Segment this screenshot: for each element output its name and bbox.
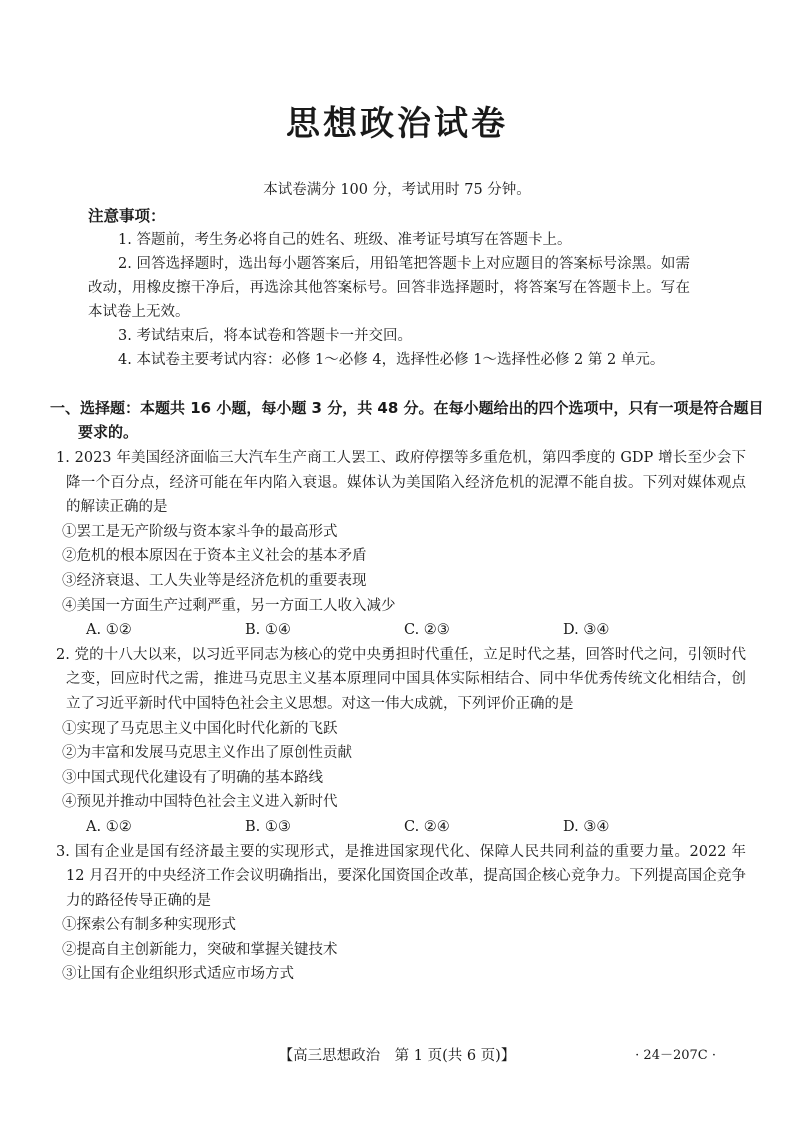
notice-item: 4. 本试卷主要考试内容：必修 1～必修 4，选择性必修 1～选择性必修 2 第 2 单元。 bbox=[118, 352, 665, 368]
question-list bbox=[56, 446, 746, 987]
statement-option: ①探索公有制多种实现形式 bbox=[62, 917, 236, 934]
statement-option: ④美国一方面生产过剩严重，另一方面工人收入减少 bbox=[62, 597, 396, 614]
statement-option: ②提高自主创新能力，突破和掌握关键技术 bbox=[62, 941, 338, 958]
choice-d: D. ③④ bbox=[563, 818, 610, 835]
notice-item: 2. 回答选择题时，选出每小题答案后，用铅笔把答题卡上对应题目的答案标号涂黑。如需改动，用橡皮擦干净后，再选涂其他答案标号。回答非选择题时，将答案写在答题卡上。写在本试卷上无效。 bbox=[88, 256, 690, 320]
choice-a: A. ①② bbox=[86, 818, 132, 835]
choice-b: B. ①④ bbox=[245, 622, 291, 639]
question-1 bbox=[56, 446, 746, 643]
statement-option: ①实现了马克思主义中国化时代化新的飞跃 bbox=[62, 720, 338, 737]
choice-a: A. ①② bbox=[86, 622, 132, 639]
statement-option: ③让国有企业组织形式适应市场方式 bbox=[62, 966, 294, 983]
notice-item: 3. 考试结束后，将本试卷和答题卡一并交回。 bbox=[118, 328, 412, 344]
question-3 bbox=[56, 840, 746, 988]
choice-d: D. ③④ bbox=[563, 622, 610, 639]
statement-option: ③中国式现代化建设有了明确的基本路线 bbox=[62, 769, 323, 786]
question-stem: 3. 国有企业是国有经济最主要的实现形式，是推进国家现代化、保障人民共同利益的重要力量。2022 年 12 月召开的中央经济工作会议明确指出，要深化国资国企改革，提高国企核心竞争力。下列提高国企竞争力的路径传导正确的是 bbox=[56, 843, 746, 909]
question-stem: 1. 2023 年美国经济面临三大汽车生产商工人罢工、政府停摆等多重危机，第四季度的 GDP 增长至少会下降一个百分点，经济可能在年内陷入衰退。媒体认为美国陷入经济危机的泥潭不能自拔。下列对媒体观点的解读正确的是 bbox=[56, 450, 746, 516]
statement-option: ③经济衰退、工人失业等是经济危机的重要表现 bbox=[62, 572, 367, 589]
notice-heading: 注意事项： bbox=[88, 207, 166, 225]
page-title: 思想政治试卷 bbox=[286, 104, 508, 144]
exam-info: 本试卷满分 100 分，考试用时 75 分钟。 bbox=[263, 182, 531, 198]
choice-b: B. ①③ bbox=[245, 818, 291, 835]
statement-option: ②为丰富和发展马克思主义作出了原创性贡献 bbox=[62, 745, 352, 762]
choice-c: C. ②③ bbox=[404, 622, 450, 639]
section-heading: 一、选择题：本题共 16 小题，每小题 3 分，共 48 分。在每小题给出的四个选项中，只有一项是符合题目要求的。 bbox=[50, 399, 764, 441]
question-2 bbox=[56, 643, 746, 840]
notice-list bbox=[88, 228, 690, 372]
page-footer: 【高三思想政治 第 1 页(共 6 页)】 bbox=[278, 1048, 516, 1064]
choice-c: C. ②④ bbox=[404, 818, 450, 835]
statement-option: ②危机的根本原因在于资本主义社会的基本矛盾 bbox=[62, 548, 367, 565]
question-stem: 2. 党的十八大以来，以习近平同志为核心的党中央勇担时代重任，立足时代之基，回答时代之问，引领时代之变，回应时代之需，推进马克思主义基本原理同中国具体实际相结合、同中华优秀传统文化相结合，创立了习近平新时代中国特色社会主义思想。对这一伟大成就，下列评价正确的是 bbox=[56, 646, 746, 712]
notice-item: 1. 答题前，考生务必将自己的姓名、班级、准考证号填写在答题卡上。 bbox=[118, 232, 572, 248]
answer-choices bbox=[86, 618, 746, 643]
answer-choices bbox=[86, 815, 746, 840]
exam-code: · 24－207C · bbox=[635, 1048, 716, 1063]
statement-option: ①罢工是无产阶级与资本家斗争的最高形式 bbox=[62, 523, 338, 540]
statement-option: ④预见并推动中国特色社会主义进入新时代 bbox=[62, 794, 338, 811]
